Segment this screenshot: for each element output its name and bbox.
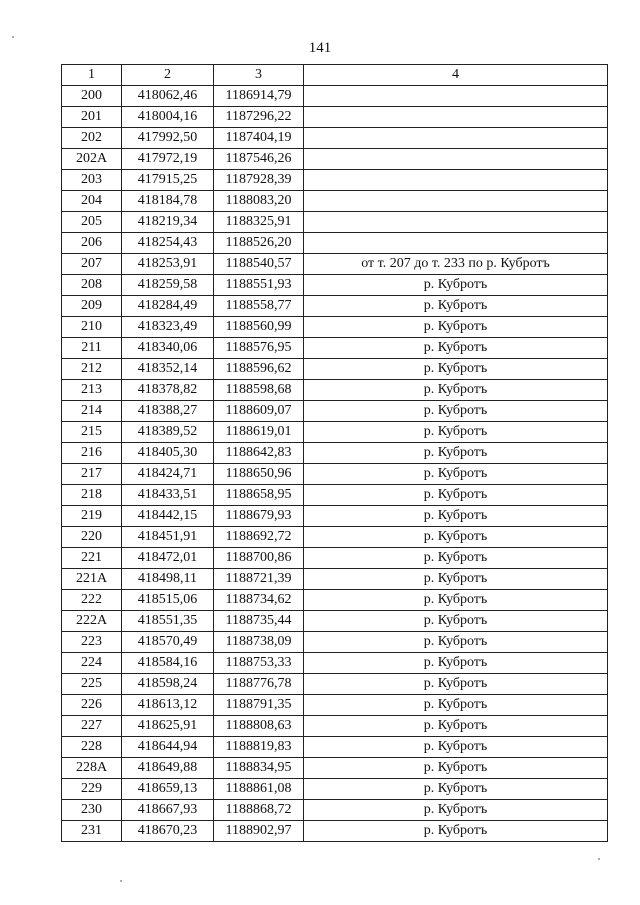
y-coordinate-cell: 1188721,39 xyxy=(214,569,304,590)
table-row xyxy=(62,422,608,443)
point-number-cell: 202 xyxy=(62,128,122,149)
table-row xyxy=(62,233,608,254)
point-number-cell: 208 xyxy=(62,275,122,296)
description-cell: р. Кубротъ xyxy=(304,275,608,296)
y-coordinate-cell: 1188861,08 xyxy=(214,779,304,800)
point-number-cell: 212 xyxy=(62,359,122,380)
table-row xyxy=(62,653,608,674)
y-coordinate-cell: 1188700,86 xyxy=(214,548,304,569)
x-coordinate-cell: 418340,06 xyxy=(122,338,214,359)
y-coordinate-cell: 1188753,33 xyxy=(214,653,304,674)
y-coordinate-cell: 1188819,83 xyxy=(214,737,304,758)
x-coordinate-cell: 418254,43 xyxy=(122,233,214,254)
point-number-cell: 207 xyxy=(62,254,122,275)
y-coordinate-cell: 1188735,44 xyxy=(214,611,304,632)
point-number-cell: 211 xyxy=(62,338,122,359)
table-row xyxy=(62,149,608,170)
y-coordinate-cell: 1188596,62 xyxy=(214,359,304,380)
x-coordinate-cell: 418659,13 xyxy=(122,779,214,800)
x-coordinate-cell: 418259,58 xyxy=(122,275,214,296)
y-coordinate-cell: 1187928,39 xyxy=(214,170,304,191)
table-row xyxy=(62,548,608,569)
table-row xyxy=(62,275,608,296)
x-coordinate-cell: 418625,91 xyxy=(122,716,214,737)
table-row xyxy=(62,296,608,317)
x-coordinate-cell: 418424,71 xyxy=(122,464,214,485)
point-number-cell: 215 xyxy=(62,422,122,443)
x-coordinate-cell: 418062,46 xyxy=(122,86,214,107)
table-row xyxy=(62,527,608,548)
table-row xyxy=(62,212,608,233)
x-coordinate-cell: 418405,30 xyxy=(122,443,214,464)
page-number: 141 xyxy=(308,40,332,56)
point-number-cell: 231 xyxy=(62,821,122,842)
x-coordinate-cell: 417915,25 xyxy=(122,170,214,191)
point-number-cell: 223 xyxy=(62,632,122,653)
y-coordinate-cell: 1188619,01 xyxy=(214,422,304,443)
point-number-cell: 221А xyxy=(62,569,122,590)
point-number-cell: 228 xyxy=(62,737,122,758)
x-coordinate-cell: 418472,01 xyxy=(122,548,214,569)
point-number-cell: 216 xyxy=(62,443,122,464)
description-cell: р. Кубротъ xyxy=(304,758,608,779)
x-coordinate-cell: 418219,34 xyxy=(122,212,214,233)
column-header-4: 4 xyxy=(304,65,608,86)
x-coordinate-cell: 418352,14 xyxy=(122,359,214,380)
table-row xyxy=(62,464,608,485)
x-coordinate-cell: 418644,94 xyxy=(122,737,214,758)
description-cell: р. Кубротъ xyxy=(304,527,608,548)
point-number-cell: 204 xyxy=(62,191,122,212)
point-number-cell: 213 xyxy=(62,380,122,401)
y-coordinate-cell: 1188679,93 xyxy=(214,506,304,527)
point-number-cell: 220 xyxy=(62,527,122,548)
description-cell: р. Кубротъ xyxy=(304,548,608,569)
y-coordinate-cell: 1188650,96 xyxy=(214,464,304,485)
description-cell xyxy=(304,107,608,128)
coordinates-table xyxy=(61,64,608,842)
description-cell: р. Кубротъ xyxy=(304,569,608,590)
table-row xyxy=(62,506,608,527)
y-coordinate-cell: 1188526,20 xyxy=(214,233,304,254)
column-header-1: 1 xyxy=(62,65,122,86)
point-number-cell: 205 xyxy=(62,212,122,233)
table-row xyxy=(62,485,608,506)
point-number-cell: 221 xyxy=(62,548,122,569)
x-coordinate-cell: 418613,12 xyxy=(122,695,214,716)
y-coordinate-cell: 1188738,09 xyxy=(214,632,304,653)
table-row xyxy=(62,380,608,401)
y-coordinate-cell: 1188576,95 xyxy=(214,338,304,359)
point-number-cell: 227 xyxy=(62,716,122,737)
point-number-cell: 219 xyxy=(62,506,122,527)
point-number-cell: 225 xyxy=(62,674,122,695)
x-coordinate-cell: 417992,50 xyxy=(122,128,214,149)
description-cell: р. Кубротъ xyxy=(304,779,608,800)
scan-speck xyxy=(598,858,600,860)
description-cell: р. Кубротъ xyxy=(304,296,608,317)
y-coordinate-cell: 1187546,26 xyxy=(214,149,304,170)
description-cell: р. Кубротъ xyxy=(304,506,608,527)
table-row xyxy=(62,107,608,128)
y-coordinate-cell: 1188540,57 xyxy=(214,254,304,275)
table-row xyxy=(62,758,608,779)
y-coordinate-cell: 1188776,78 xyxy=(214,674,304,695)
description-cell xyxy=(304,233,608,254)
y-coordinate-cell: 1188791,35 xyxy=(214,695,304,716)
description-cell xyxy=(304,86,608,107)
point-number-cell: 214 xyxy=(62,401,122,422)
point-number-cell: 209 xyxy=(62,296,122,317)
description-cell: р. Кубротъ xyxy=(304,485,608,506)
y-coordinate-cell: 1188658,95 xyxy=(214,485,304,506)
scan-speck xyxy=(12,36,14,38)
y-coordinate-cell: 1188734,62 xyxy=(214,590,304,611)
description-cell: р. Кубротъ xyxy=(304,359,608,380)
y-coordinate-cell: 1188642,83 xyxy=(214,443,304,464)
x-coordinate-cell: 418323,49 xyxy=(122,317,214,338)
column-header-2: 2 xyxy=(122,65,214,86)
scan-speck xyxy=(120,880,122,882)
y-coordinate-cell: 1188558,77 xyxy=(214,296,304,317)
table-row xyxy=(62,716,608,737)
x-coordinate-cell: 417972,19 xyxy=(122,149,214,170)
description-cell: р. Кубротъ xyxy=(304,737,608,758)
table-row xyxy=(62,254,608,275)
description-cell xyxy=(304,212,608,233)
description-cell: р. Кубротъ xyxy=(304,443,608,464)
column-header-3: 3 xyxy=(214,65,304,86)
table-row xyxy=(62,128,608,149)
x-coordinate-cell: 418442,15 xyxy=(122,506,214,527)
description-cell: р. Кубротъ xyxy=(304,695,608,716)
description-cell: р. Кубротъ xyxy=(304,674,608,695)
y-coordinate-cell: 1188325,91 xyxy=(214,212,304,233)
table-row xyxy=(62,170,608,191)
y-coordinate-cell: 1187404,19 xyxy=(214,128,304,149)
point-number-cell: 203 xyxy=(62,170,122,191)
description-cell: р. Кубротъ xyxy=(304,821,608,842)
x-coordinate-cell: 418649,88 xyxy=(122,758,214,779)
y-coordinate-cell: 1188834,95 xyxy=(214,758,304,779)
table-row xyxy=(62,611,608,632)
point-number-cell: 217 xyxy=(62,464,122,485)
y-coordinate-cell: 1188598,68 xyxy=(214,380,304,401)
description-cell: р. Кубротъ xyxy=(304,653,608,674)
table-row xyxy=(62,632,608,653)
x-coordinate-cell: 418004,16 xyxy=(122,107,214,128)
table-row xyxy=(62,590,608,611)
description-cell: р. Кубротъ xyxy=(304,716,608,737)
description-cell: р. Кубротъ xyxy=(304,590,608,611)
table-row xyxy=(62,401,608,422)
point-number-cell: 224 xyxy=(62,653,122,674)
point-number-cell: 229 xyxy=(62,779,122,800)
table-row xyxy=(62,191,608,212)
x-coordinate-cell: 418551,35 xyxy=(122,611,214,632)
point-number-cell: 226 xyxy=(62,695,122,716)
description-cell xyxy=(304,170,608,191)
table-row xyxy=(62,359,608,380)
description-cell xyxy=(304,149,608,170)
description-cell: р. Кубротъ xyxy=(304,317,608,338)
table-row xyxy=(62,737,608,758)
point-number-cell: 202А xyxy=(62,149,122,170)
y-coordinate-cell: 1188083,20 xyxy=(214,191,304,212)
point-number-cell: 210 xyxy=(62,317,122,338)
table-row xyxy=(62,569,608,590)
x-coordinate-cell: 418184,78 xyxy=(122,191,214,212)
y-coordinate-cell: 1186914,79 xyxy=(214,86,304,107)
point-number-cell: 201 xyxy=(62,107,122,128)
table-row xyxy=(62,317,608,338)
y-coordinate-cell: 1188902,97 xyxy=(214,821,304,842)
table-header-row xyxy=(62,65,608,86)
description-cell: р. Кубротъ xyxy=(304,422,608,443)
x-coordinate-cell: 418388,27 xyxy=(122,401,214,422)
point-number-cell: 228А xyxy=(62,758,122,779)
table-row xyxy=(62,443,608,464)
x-coordinate-cell: 418253,91 xyxy=(122,254,214,275)
table-row xyxy=(62,86,608,107)
y-coordinate-cell: 1188609,07 xyxy=(214,401,304,422)
x-coordinate-cell: 418498,11 xyxy=(122,569,214,590)
y-coordinate-cell: 1188808,63 xyxy=(214,716,304,737)
table-row xyxy=(62,821,608,842)
x-coordinate-cell: 418284,49 xyxy=(122,296,214,317)
description-cell: р. Кубротъ xyxy=(304,611,608,632)
description-cell: р. Кубротъ xyxy=(304,401,608,422)
x-coordinate-cell: 418667,93 xyxy=(122,800,214,821)
table-row xyxy=(62,674,608,695)
x-coordinate-cell: 418378,82 xyxy=(122,380,214,401)
table-row xyxy=(62,779,608,800)
y-coordinate-cell: 1187296,22 xyxy=(214,107,304,128)
x-coordinate-cell: 418389,52 xyxy=(122,422,214,443)
x-coordinate-cell: 418515,06 xyxy=(122,590,214,611)
description-cell: р. Кубротъ xyxy=(304,380,608,401)
x-coordinate-cell: 418584,16 xyxy=(122,653,214,674)
description-cell: р. Кубротъ xyxy=(304,338,608,359)
point-number-cell: 200 xyxy=(62,86,122,107)
description-cell: р. Кубротъ xyxy=(304,632,608,653)
point-number-cell: 222А xyxy=(62,611,122,632)
y-coordinate-cell: 1188560,99 xyxy=(214,317,304,338)
table-row xyxy=(62,695,608,716)
table-row xyxy=(62,800,608,821)
table-row xyxy=(62,338,608,359)
table-body xyxy=(62,86,608,842)
x-coordinate-cell: 418670,23 xyxy=(122,821,214,842)
point-number-cell: 230 xyxy=(62,800,122,821)
x-coordinate-cell: 418570,49 xyxy=(122,632,214,653)
x-coordinate-cell: 418598,24 xyxy=(122,674,214,695)
x-coordinate-cell: 418433,51 xyxy=(122,485,214,506)
y-coordinate-cell: 1188692,72 xyxy=(214,527,304,548)
point-number-cell: 222 xyxy=(62,590,122,611)
description-cell: р. Кубротъ xyxy=(304,800,608,821)
x-coordinate-cell: 418451,91 xyxy=(122,527,214,548)
y-coordinate-cell: 1188551,93 xyxy=(214,275,304,296)
description-cell: от т. 207 до т. 233 по р. Кубротъ xyxy=(304,254,608,275)
point-number-cell: 206 xyxy=(62,233,122,254)
description-cell xyxy=(304,128,608,149)
description-cell: р. Кубротъ xyxy=(304,464,608,485)
y-coordinate-cell: 1188868,72 xyxy=(214,800,304,821)
point-number-cell: 218 xyxy=(62,485,122,506)
description-cell xyxy=(304,191,608,212)
